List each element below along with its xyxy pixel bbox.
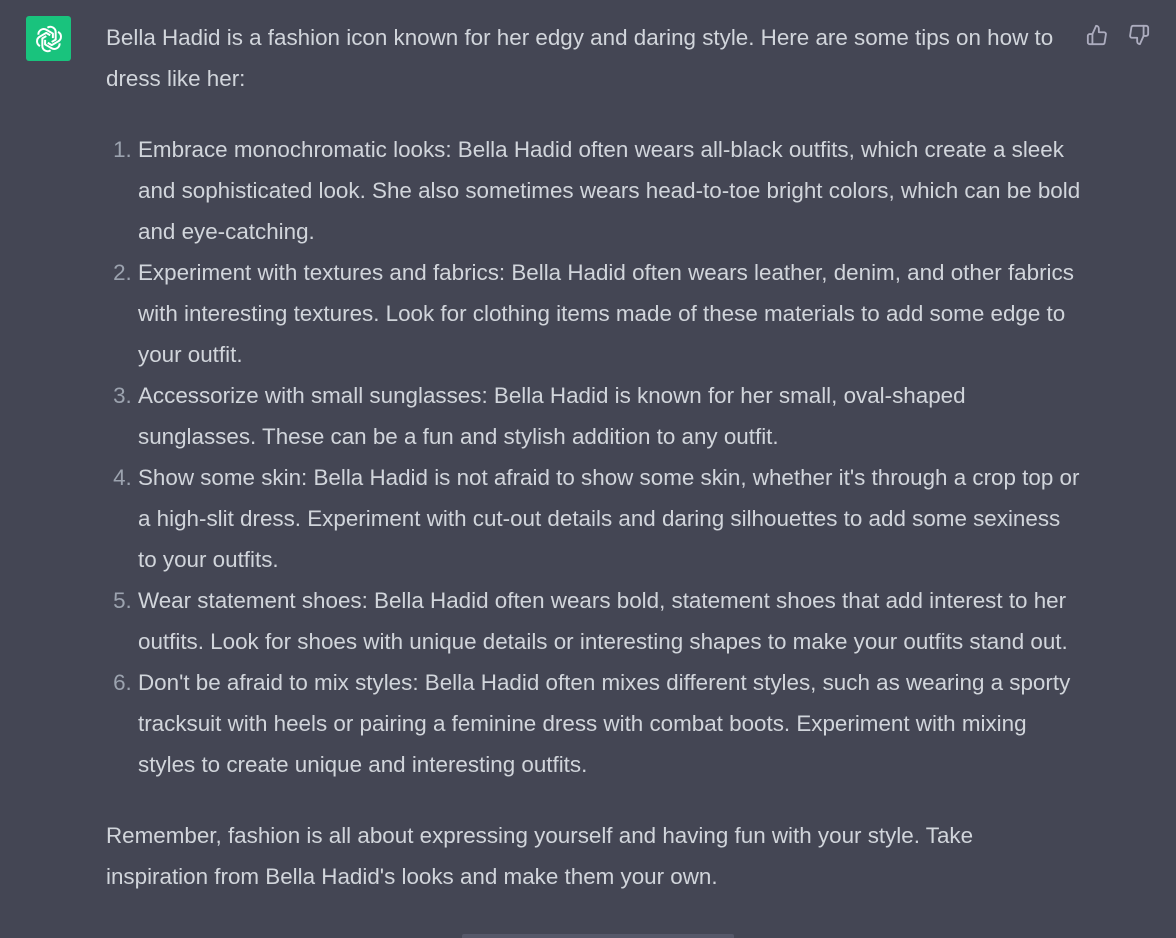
list-item: 3. Accessorize with small sunglasses: Bella Hadid is known for her small, oval-shaped sunglasses. These can be a fun and stylish addition to any outfit.	[138, 375, 1081, 457]
thumbs-up-icon	[1086, 24, 1108, 46]
feedback-buttons	[1084, 22, 1152, 48]
list-item: 5. Wear statement shoes: Bella Hadid often wears bold, statement shoes that add interest to her outfits. Look for shoes with unique details or interesting shapes to make your outfits stand out.	[138, 580, 1081, 662]
thumbs-down-icon	[1128, 24, 1150, 46]
thumbs-up-button[interactable]	[1084, 22, 1110, 48]
tips-list	[106, 129, 1081, 785]
list-item: 6. Don't be afraid to mix styles: Bella Hadid often mixes different styles, such as wearing a sporty tracksuit with heels or pairing a feminine dress with combat boots. Experiment with mixing styles to create unique and interesting outfits.	[138, 662, 1081, 785]
assistant-message	[106, 17, 1081, 897]
thumbs-down-button[interactable]	[1126, 22, 1152, 48]
regenerate-button-edge	[462, 934, 734, 938]
list-item: 1. Embrace monochromatic looks: Bella Hadid often wears all-black outfits, which create a sleek and sophisticated look. She also sometimes wears head-to-toe bright colors, which can be bold and eye-catching.	[138, 129, 1081, 252]
list-item: 4. Show some skin: Bella Hadid is not afraid to show some skin, whether it's through a crop top or a high-slit dress. Experiment with cut-out details and daring silhouettes to add some sexiness to your outfits.	[138, 457, 1081, 580]
assistant-avatar	[26, 16, 71, 61]
list-item: 2. Experiment with textures and fabrics: Bella Hadid often wears leather, denim, and other fabrics with interesting textures. Look for clothing items made of these materials to add some edge to your outfit.	[138, 252, 1081, 375]
message-intro: Bella Hadid is a fashion icon known for her edgy and daring style. Here are some tips on how to dress like her:	[106, 25, 1054, 91]
message-outro: Remember, fashion is all about expressing yourself and having fun with your style. Take inspiration from Bella Hadid's looks and make them your own.	[106, 823, 974, 889]
openai-logo-icon	[33, 23, 65, 55]
